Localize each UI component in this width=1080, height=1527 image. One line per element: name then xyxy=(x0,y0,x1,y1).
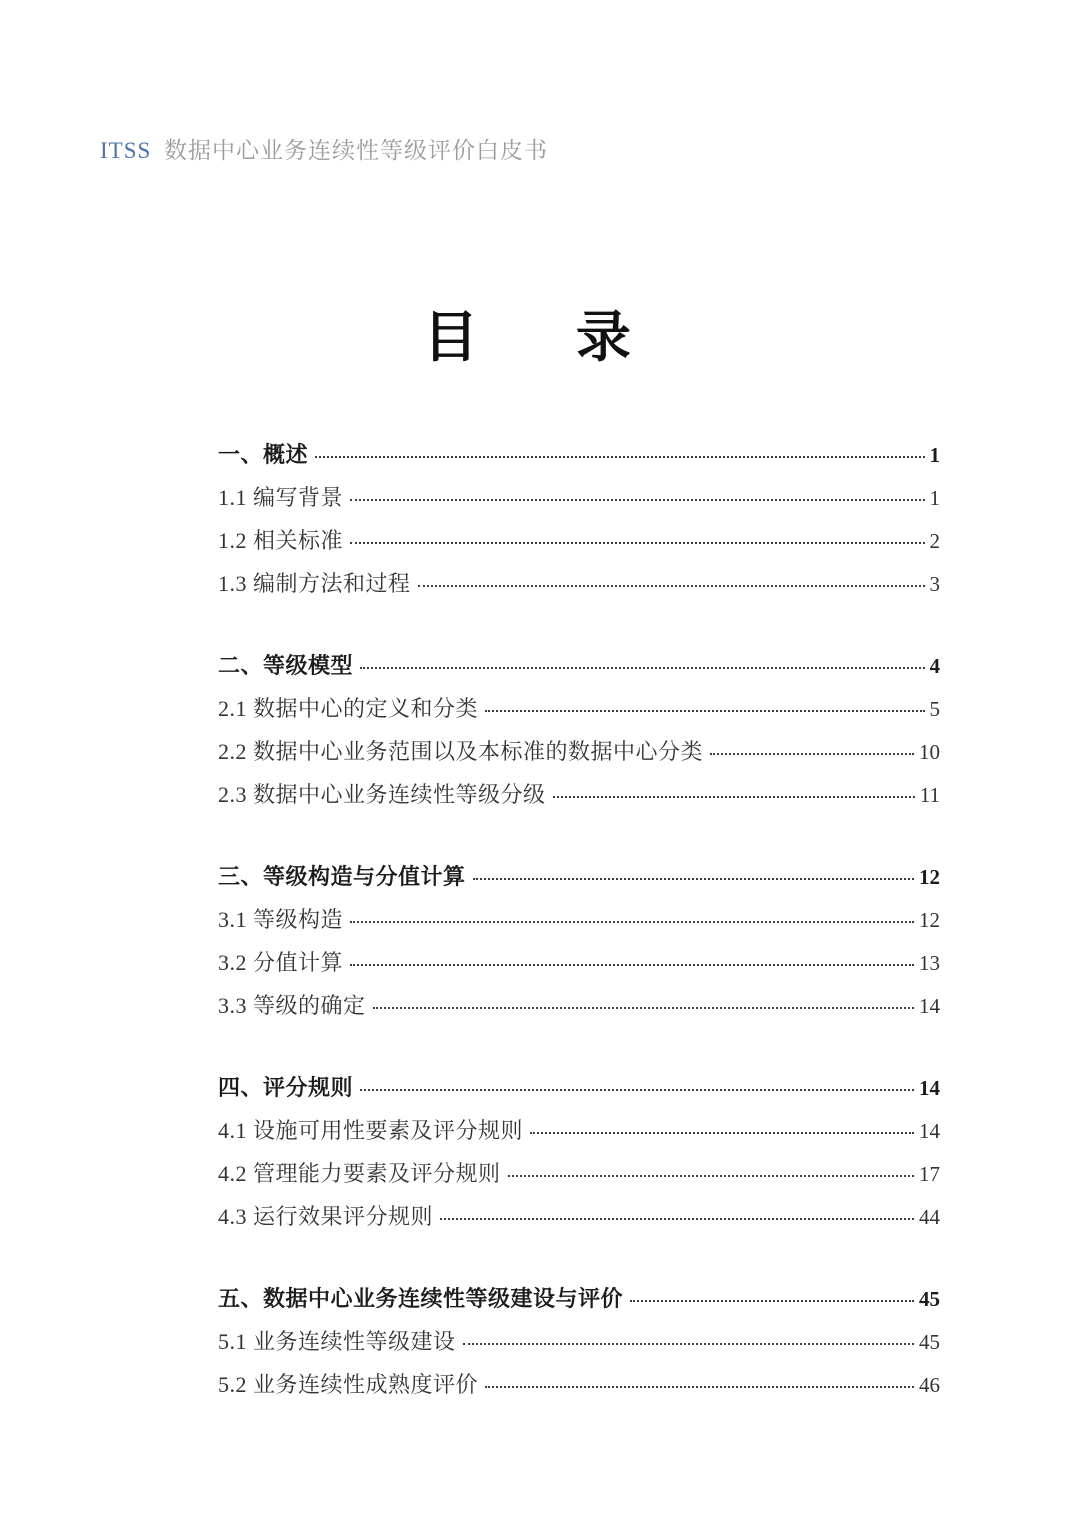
dot-leader xyxy=(553,796,915,798)
toc-title-char-1: 目 xyxy=(423,307,479,368)
toc-entry-page-number: 3 xyxy=(929,572,940,596)
toc-entry-label: 4.2 管理能力要素及评分规则 xyxy=(218,1161,501,1186)
toc-chapter-heading xyxy=(218,1066,940,1109)
toc-entry-page-number: 46 xyxy=(919,1373,940,1397)
dot-leader xyxy=(350,921,914,923)
toc-entry-page-number: 44 xyxy=(919,1205,940,1229)
toc-entry-label: 1.2 相关标准 xyxy=(218,528,344,553)
dot-leader xyxy=(315,456,924,458)
toc-chapter-heading xyxy=(218,433,940,476)
toc-section xyxy=(218,1066,940,1238)
toc-entry-page-number: 45 xyxy=(919,1330,940,1354)
dot-leader xyxy=(485,1386,914,1388)
dot-leader xyxy=(473,878,914,880)
dot-leader xyxy=(440,1218,914,1220)
toc-entry xyxy=(218,1152,940,1195)
toc-entry-page-number: 1 xyxy=(929,486,940,510)
toc-entry-label: 二、等级模型 xyxy=(218,653,354,678)
toc-entry-label: 三、等级构造与分值计算 xyxy=(218,864,466,889)
toc-section xyxy=(218,855,940,1027)
toc-entry xyxy=(218,476,940,519)
toc-entry xyxy=(218,687,940,730)
toc-entry-page-number: 10 xyxy=(919,740,940,764)
toc-entry-page-number: 45 xyxy=(919,1287,940,1311)
toc-entry-page-number: 5 xyxy=(929,697,940,721)
toc-entry-label: 2.2 数据中心业务范围以及本标准的数据中心分类 xyxy=(218,739,704,764)
toc-chapter-heading xyxy=(218,1277,940,1320)
dot-leader xyxy=(463,1343,914,1345)
toc-entry-page-number: 17 xyxy=(919,1162,940,1186)
toc-entry-page-number: 14 xyxy=(919,1076,940,1100)
toc-entry xyxy=(218,1195,940,1238)
toc-entry-label: 3.2 分值计算 xyxy=(218,950,344,975)
dot-leader xyxy=(485,710,924,712)
dot-leader xyxy=(360,667,924,669)
toc-entry-page-number: 11 xyxy=(919,783,940,807)
toc-entry-label: 2.1 数据中心的定义和分类 xyxy=(218,696,479,721)
toc-entry-label: 4.1 设施可用性要素及评分规则 xyxy=(218,1118,524,1143)
toc-entry-page-number: 1 xyxy=(929,443,940,467)
toc-entry-label: 1.1 编写背景 xyxy=(218,485,344,510)
toc-entry-page-number: 12 xyxy=(919,865,940,889)
toc-entry-page-number: 2 xyxy=(929,529,940,553)
toc-entry-label: 五、数据中心业务连续性等级建设与评价 xyxy=(218,1286,624,1311)
header-title: 数据中心业务连续性等级评价白皮书 xyxy=(164,138,549,163)
toc-section xyxy=(218,433,940,605)
dot-leader xyxy=(350,964,914,966)
toc-entry xyxy=(218,562,940,605)
dot-leader xyxy=(360,1089,914,1091)
toc-entry xyxy=(218,898,940,941)
toc-section xyxy=(218,644,940,816)
dot-leader xyxy=(710,753,914,755)
toc-chapter-heading xyxy=(218,644,940,687)
toc-entry-page-number: 12 xyxy=(919,908,940,932)
dot-leader xyxy=(350,542,924,544)
toc-entry xyxy=(218,1363,940,1406)
toc-entry-label: 3.1 等级构造 xyxy=(218,907,344,932)
toc-entry-label: 2.3 数据中心业务连续性等级分级 xyxy=(218,782,546,807)
toc-entry-label: 一、概述 xyxy=(218,442,309,467)
toc-entry-label: 1.3 编制方法和过程 xyxy=(218,571,411,596)
toc-page-title xyxy=(0,293,1054,372)
toc-entry xyxy=(218,1320,940,1363)
toc-entry-page-number: 14 xyxy=(919,994,940,1018)
dot-leader xyxy=(508,1175,914,1177)
dot-leader xyxy=(350,499,924,501)
header-prefix: ITSS xyxy=(100,138,152,163)
toc-title-char-2: 录 xyxy=(575,307,631,368)
toc-entry xyxy=(218,941,940,984)
toc-list xyxy=(218,433,940,1445)
document-header xyxy=(100,132,548,165)
toc-entry-label: 四、评分规则 xyxy=(218,1075,354,1100)
toc-entry xyxy=(218,1109,940,1152)
toc-entry xyxy=(218,773,940,816)
toc-entry xyxy=(218,984,940,1027)
toc-entry-label: 4.3 运行效果评分规则 xyxy=(218,1204,434,1229)
toc-entry xyxy=(218,519,940,562)
toc-entry-page-number: 4 xyxy=(929,654,940,678)
toc-entry-label: 3.3 等级的确定 xyxy=(218,993,366,1018)
toc-section xyxy=(218,1277,940,1406)
dot-leader xyxy=(530,1132,914,1134)
dot-leader xyxy=(630,1300,914,1302)
dot-leader xyxy=(418,585,925,587)
toc-chapter-heading xyxy=(218,855,940,898)
toc-entry-label: 5.2 业务连续性成熟度评价 xyxy=(218,1372,479,1397)
toc-entry-label: 5.1 业务连续性等级建设 xyxy=(218,1329,456,1354)
toc-entry xyxy=(218,730,940,773)
dot-leader xyxy=(373,1007,914,1009)
toc-entry-page-number: 14 xyxy=(919,1119,940,1143)
toc-entry-page-number: 13 xyxy=(919,951,940,975)
